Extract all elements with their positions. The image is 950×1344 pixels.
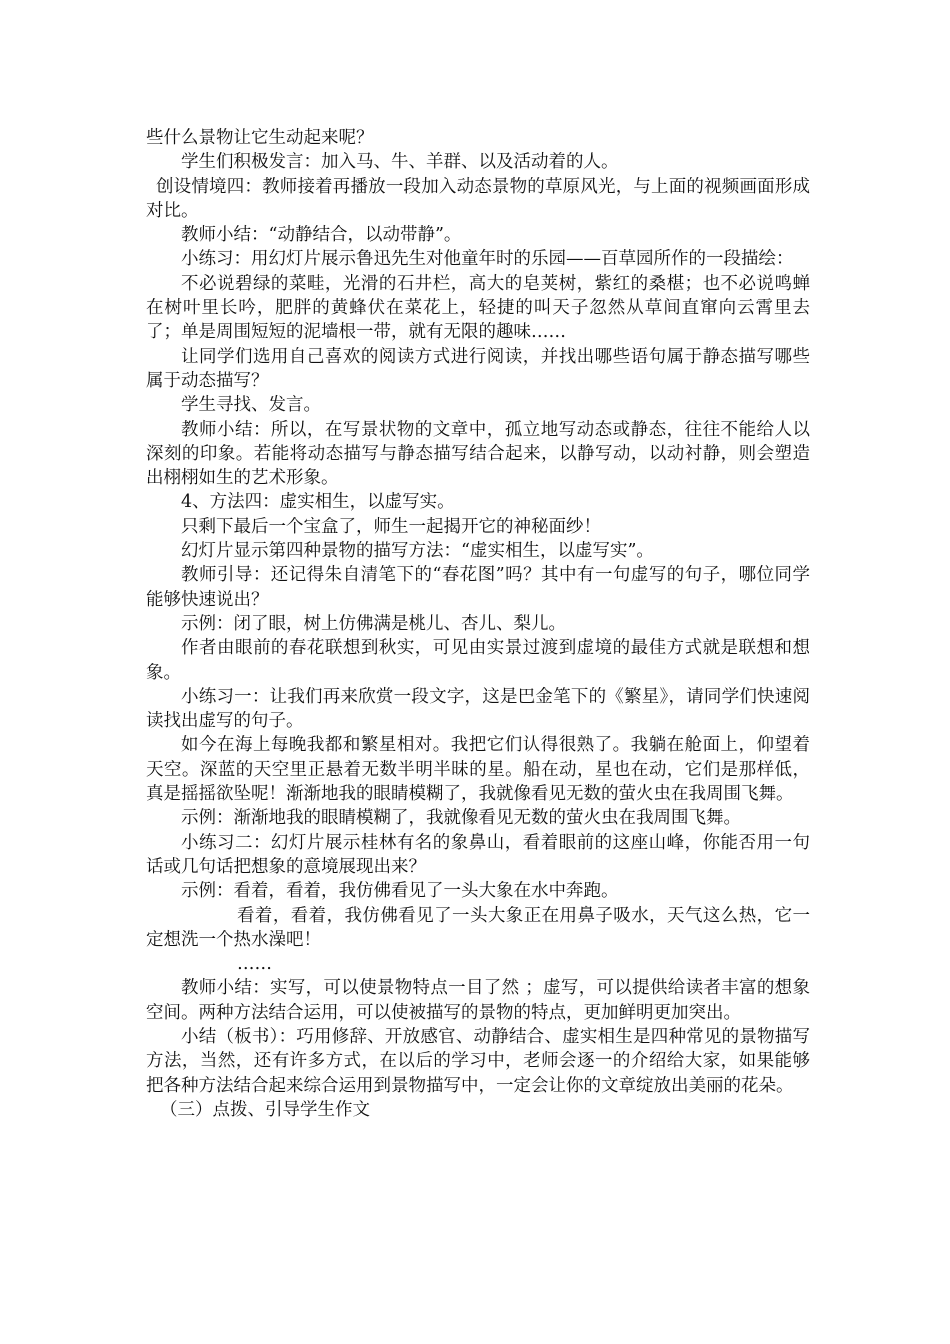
- paragraph: 些什么景物让它生动起来呢？: [146, 128, 374, 148]
- example-line: 示例：渐渐地我的眼睛模糊了，我就像看见无数的萤火虫在我周围飞舞。: [181, 808, 741, 829]
- example-line: 看着，看着，我仿佛看见了一头大象正在用鼻子吸水，天气这么热，它一定想洗一个热水澡吧！: [146, 905, 810, 950]
- paragraph: 只剩下最后一个宝盒了，师生一起揭开它的神秘面纱！: [181, 516, 601, 537]
- paragraph: 教师引导：还记得朱自清笔下的“春花图”吗？其中有一句虚写的句子，哪位同学能够快速说出？: [146, 565, 810, 610]
- section-heading: （三）点拨、引导学生作文: [160, 1099, 370, 1120]
- paragraph: 教师小结：所以，在写景状物的文章中，孤立地写动态或静态，往往不能给人以深刻的印象。若能将动态描写与静态描写结合起来，以静写动，以动衬静，则会塑造出栩栩如生的艺术形象。: [146, 419, 810, 489]
- paragraph: 让同学们选用自己喜欢的阅读方式进行阅读，并找出哪些语句属于静态描写哪些属于动态描写？: [146, 346, 810, 391]
- paragraph: 小练习一：让我们再来欣赏一段文字，这是巴金笔下的《繁星》，请同学们快速阅读找出虚写的句子。: [146, 686, 810, 732]
- paragraph: 学生寻找、发言。: [181, 395, 321, 416]
- paragraph: 小练习二：幻灯片展示桂林有名的象鼻山，看着眼前的这座山峰，你能否用一句话或几句话把想象的意境展现出来？: [146, 832, 810, 877]
- paragraph: 小练习：用幻灯片展示鲁迅先生对他童年时的乐园——百草园所作的一段描绘：: [181, 249, 794, 270]
- example-line: 示例：闭了眼，树上仿佛满是桃儿、杏儿、梨儿。: [181, 613, 566, 634]
- document-page: [146, 126, 810, 1122]
- paragraph: 教师小结：“动静结合，以动带静”。: [181, 225, 462, 246]
- paragraph: 教师小结：实写，可以使景物特点一目了然 ；虚写，可以提供给读者丰富的想象空间。两种方法结合运用，可以使被描写的景物的特点，更加鲜明更加突出。: [146, 978, 810, 1023]
- example-line: 示例：看着，看着，我仿佛看见了一头大象在水中奔跑。: [181, 881, 619, 902]
- paragraph: 学生们积极发言：加入马、牛、羊群、以及活动着的人。: [181, 152, 619, 173]
- paragraph: 幻灯片显示第四种景物的描写方法：“虚实相生，以虚写实”。: [181, 541, 654, 562]
- section-heading: 4、方法四：虚实相生，以虚写实。: [181, 492, 455, 513]
- ellipsis-line: ……: [237, 954, 272, 975]
- quoted-passage: 如今在海上每晚我都和繁星相对。我把它们认得很熟了。我躺在舱面上，仰望着天空。深蓝的天空里正悬着无数半明半昧的星。船在动，星也在动，它们是那样低，真是摇摇欲坠呢！渐渐地我的眼睛模糊了，我就像看见无数的萤火虫在我周围飞舞。: [146, 735, 810, 805]
- paragraph: 作者由眼前的春花联想到秋实，可见由实景过渡到虚境的最佳方式就是联想和想象。: [146, 638, 810, 683]
- paragraph: 小结（板书）：巧用修辞、开放感官、动静结合、虚实相生是四种常见的景物描写方法，当然，还有许多方式，在以后的学习中，老师会逐一的介绍给大家，如果能够把各种方法结合起来综合运用到景物描写中，一定会让你的文章绽放出美丽的花朵。: [146, 1026, 810, 1096]
- paragraph: 创设情境四：教师接着再播放一段加入动态景物的草原风光，与上面的视频画面形成对比。: [146, 176, 810, 221]
- quoted-passage: 不必说碧绿的菜畦，光滑的石井栏，高大的皂荚树，紫红的桑椹；也不必说鸣蝉在树叶里长吟，肥胖的黄蜂伏在菜花上，轻捷的叫天子忽然从草间直窜向云霄里去了；单是周围短短的泥墙根一带，就有无限的趣味……: [146, 273, 810, 343]
